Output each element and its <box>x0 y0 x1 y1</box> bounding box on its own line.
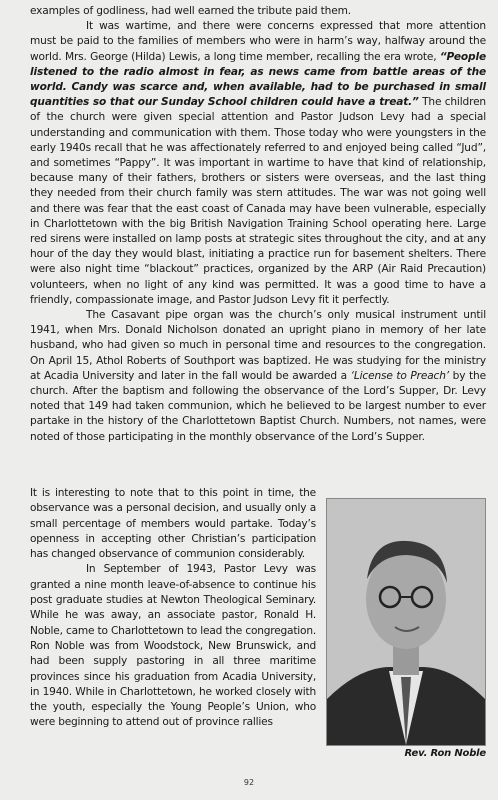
italic-text: ‘License to Preach’ <box>350 369 450 382</box>
paragraph-text: In September of 1943, Pastor Levy was granted a nine month leave-of-absence to continue his post graduate studies at Newton Theological Seminary. While he was away, an associate pastor, Ronald H. Noble, came to Charlottetown to lead the congregation. Ron Noble was from Woodstock, New Brunswick, and had been supply pastoring in all three maritime provinces since his graduation from Acadia University, in 1940. While in Charlottetown, he worked closely with the youth, especially the Young People’s Union, who were beginning to attend out of province rallies <box>30 563 316 729</box>
paragraph-text: The children of the church were given special attention and Pastor Judson Levy had a special understanding and communication with them. Those today who were youngsters in the early 1940s recall that he was affectionately referred to and enjoyed being called “Jud”, and sometimes “Pappy”. It was important in wartime to have that kind of relationship, because many of their fathers, brothers or sisters were overseas, and the last thing they needed from their church family was stern attitudes. The war was not going well and there was fear that the east coast of Canada may have been vulnerable, especially in Charlottetown with the big British Navigation Training School operating here. Large red sirens were installed on lamp posts at strategic sites throughout the city, and at any hour of the day they would blast, initiating a practice run for basement shelters. There were also night time “blackout” practices, organized by the ARP (Air Raid Precaution) volunteers, when no light of any kind was permitted. It was a good time to have a friendly, compassionate image, and Pastor Judson Levy fit it perfectly. <box>30 96 486 306</box>
page-number: 92 <box>243 778 255 787</box>
paragraph <box>30 562 316 730</box>
paragraph-text: by the church. After the baptism and following the observance of the Lord’s Supper, Dr. Levy noted that 149 had taken communion, which he believed to be largest number to ever partake in the history of the Charlottetown Baptist Church. Numbers, not names, were noted of those participating in the monthly observance of the Lord’s Supper. <box>30 369 486 443</box>
paragraph <box>30 19 486 308</box>
paragraph-text: examples of godliness, had well earned the tribute paid them. <box>30 5 351 17</box>
portrait-illustration <box>327 499 485 745</box>
paragraph-text: It was wartime, and there were concerns expressed that more attention must be paid to the families of members who were in harm’s way, halfway around the world. Mrs. George (Hilda) Lewis, a long time member, recalling the era wrote, <box>30 20 486 63</box>
body-text-top <box>30 4 486 445</box>
quote-text: “People listened to the radio almost in fear, as news came from battle areas of the world. Candy was scarce and, when available, had to be purchased in small quantities so that our Sunday School children could have a treat.” <box>30 50 486 109</box>
body-text-lower <box>30 486 316 731</box>
paragraph-text: The Casavant pipe organ was the church’s only musical instrument until 1941, when Mrs. Donald Nicholson donated an upright piano in memory of her late husband, who had given so much in personal time and resources to the congregation. On April 15, Athol Roberts of Southport was baptized. He was studying for the ministry at Acadia University and later in the fall would be awarded a <box>30 309 486 382</box>
paragraph <box>30 308 486 445</box>
portrait-photo <box>326 498 486 746</box>
paragraph <box>30 486 316 562</box>
paragraph-text: It is interesting to note that to this point in time, the observance was a personal decision, and usually only a small percentage of members would partake. Today’s openness in accepting other Christian’s participation has changed observance of communion considerably. <box>30 487 316 561</box>
paragraph <box>30 4 486 19</box>
photo-caption: Rev. Ron Noble <box>404 748 486 759</box>
